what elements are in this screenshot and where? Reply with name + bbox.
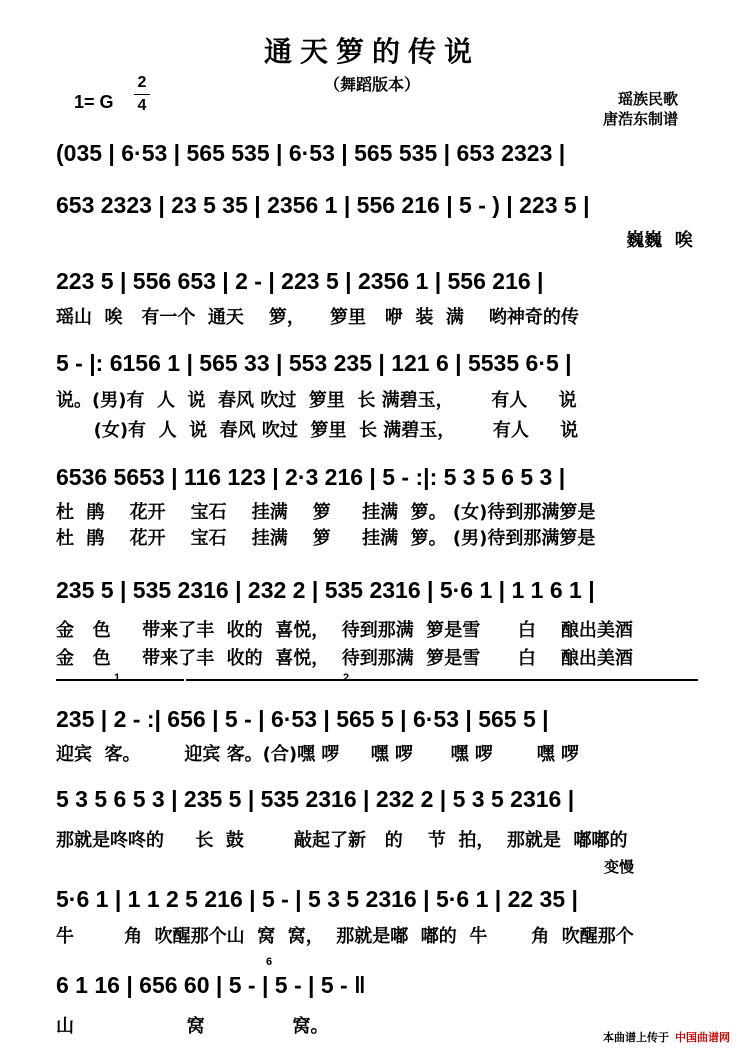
music-line-3: [56, 256, 696, 300]
footer-label: 本曲谱上传于: [603, 1031, 669, 1044]
lyric-line-8: 那就是咚咚的 长 鼓 敲起了新 的 节 拍， 那就是 嘟嘟的: [56, 830, 628, 851]
meter-bottom: 4: [137, 97, 147, 114]
music-line-2: [56, 180, 696, 224]
music-line-8: [56, 774, 696, 818]
lyric-line-2: 巍巍 唉: [56, 230, 693, 251]
tempo-mark: 变慢: [604, 858, 635, 876]
notation: 6 1 16 | 656 60 | 5 - | 5 - | 5 - ‖: [56, 972, 366, 998]
lyric-line-10: 山 窝 窝。: [56, 1016, 329, 1037]
meter-top: 2: [137, 74, 147, 91]
lyric-line-4b: (女)有 人 说 春风 吹过 箩里 长 满碧玉， 有人 说: [56, 420, 579, 441]
music-line-1: [56, 128, 696, 172]
song-subtitle: （舞蹈版本）: [323, 75, 420, 94]
footer: [603, 1029, 730, 1045]
volta-number-2: 2: [343, 672, 350, 684]
notation: (035 | 6·53 | 565 535 | 6·53 | 565 535 | 653 2323 |: [56, 140, 566, 166]
music-line-7: [56, 694, 696, 738]
music-line-6: [56, 565, 696, 609]
credit-origin: 瑶族民歌: [617, 90, 678, 108]
notation: 6536 5653 | 116 123 | 2·3 216 | 5 - :|: 5 3 5 6 5 3 |: [56, 464, 566, 490]
notation: 5 3 5 6 5 3 | 235 5 | 535 2316 | 232 2 | 5 3 5 2316 |: [56, 786, 575, 812]
notation: 653 2323 | 23 5 35 | 2356 1 | 556 216 | 5 - ) | 223 5 |: [56, 192, 590, 218]
notation: 5·6 1 | 1 1 2 5 216 | 5 - | 5 3 5 2316 | 5·6 1 | 22 35 |: [56, 886, 578, 912]
grace-note: 6: [266, 956, 273, 968]
notation: 235 | 2 - :| 656 | 5 - | 6·53 | 565 5 | 6·53 | 565 5 |: [56, 706, 549, 732]
music-line-4: [56, 338, 696, 382]
key-signature: 1= G: [74, 92, 114, 112]
lyric-line-3: 瑶山 唉 有一个 通天 箩， 箩里 咿 装 满 哟神奇的传: [56, 307, 579, 328]
music-line-9: [56, 874, 696, 918]
notation: 235 5 | 535 2316 | 232 2 | 535 2316 | 5·6 1 | 1 1 6 1 |: [56, 577, 595, 603]
volta-bracket-2: [186, 679, 698, 681]
lyric-line-5b: 杜 鹃 花开 宝石 挂满 箩 挂满 箩。 (男)待到那满箩是: [56, 528, 596, 549]
lyric-line-6a: 金 色 带来了丰 收的 喜悦， 待到那满 箩是雪 白 酿出美酒: [56, 620, 633, 641]
time-signature: [132, 72, 152, 117]
lyric-line-5a: 杜 鹃 花开 宝石 挂满 箩 挂满 箩。 (女)待到那满箩是: [56, 502, 596, 523]
music-line-10: [56, 960, 486, 1004]
notation: 223 5 | 556 653 | 2 - | 223 5 | 2356 1 | 556 216 |: [56, 268, 544, 294]
lyric-line-4a: 说。(男)有 人 说 春风 吹过 箩里 长 满碧玉， 有人 说: [56, 390, 577, 411]
song-title: 通天箩的传说: [263, 35, 480, 68]
lyric-line-9: 牛 角 吹醒那个山 窝 窝， 那就是嘟 嘟的 牛 角 吹醒那个: [56, 926, 634, 947]
site-logo[interactable]: 中国曲谱网: [675, 1031, 730, 1044]
credit-arranger: 唐浩东制谱: [602, 110, 678, 128]
music-line-5: [56, 452, 696, 496]
notation: 5 - |: 6156 1 | 565 33 | 553 235 | 121 6 | 5535 6·5 |: [56, 350, 572, 376]
lyric-line-6b: 金 色 带来了丰 收的 喜悦， 待到那满 箩是雪 白 酿出美酒: [56, 648, 633, 669]
lyric-line-7: 迎宾 客。 迎宾 客。(合)嘿 啰 嘿 啰 嘿 啰 嘿 啰: [56, 744, 579, 765]
volta-number-1: 1: [114, 672, 121, 684]
